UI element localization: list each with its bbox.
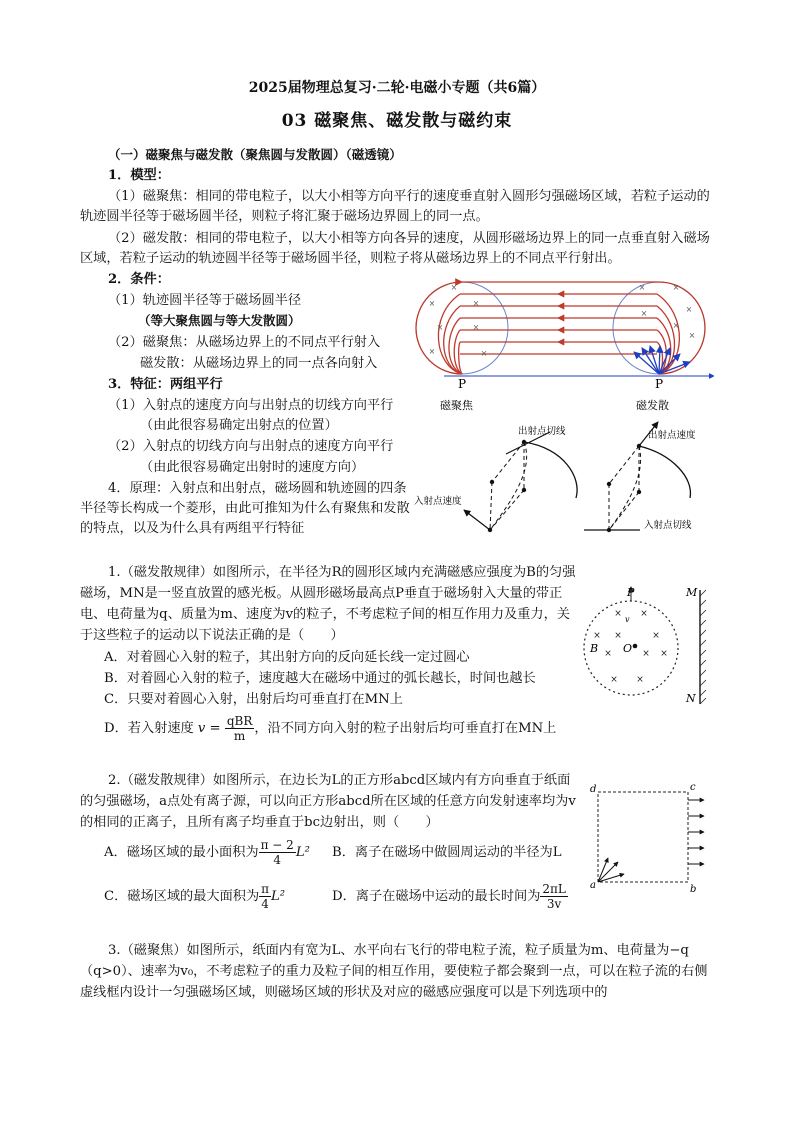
q1-option-d	[104, 712, 556, 746]
q2-stem: 2.（磁发散规律）如图所示，在边长为L的正方形abcd区域内有方向垂直于纸面的匀强磁场，a点处有离子源，可以向正方形abcd所在区域的任意方向发射速率均为v的相同的正离子，且所有离子均垂直于bc边射出，则（ ）	[80, 773, 576, 830]
q1-stem: 1.（磁发散规律）如图所示，在半径为R的圆形区域内充满磁感应强度为B的匀强磁场，MN是一竖直放置的感光板。从圆形磁场最高点P垂直于磁场射入大量的带正电、电荷量为q、质量为m、速度为v的粒子，不考虑粒子间的相互作用力及重力，关于这些粒子的运动以下说法正确的是（ ）	[80, 565, 576, 643]
svg-text:×: ×	[614, 609, 622, 619]
features-label: 3．特征：两组平行	[108, 377, 223, 392]
condition-2b: 磁发散：从磁场边界上的同一点各向射入	[140, 356, 378, 371]
condition-1-note: （等大聚焦圆与等大发散圆）	[138, 313, 301, 328]
q2-option-d-fraction: $\frac{2\pi L}{3v}$	[542, 882, 566, 911]
svg-text:×: ×	[636, 675, 644, 685]
q2-option-c-suffix: L²	[271, 889, 286, 904]
fig2-exit-velocity: 出射点速度	[648, 430, 696, 441]
model-paragraph-2: （2）磁发散：相同的带电粒子，以大小相等方向各异的速度，从圆形磁场边界上的同一点垂直射入磁场区域，若粒子运动的轨迹圆半径等于磁场圆半径，则粒子将从磁场边界上的不同点平行射出。	[80, 231, 710, 266]
svg-text:×: ×	[614, 631, 622, 641]
svg-text:×: ×	[685, 305, 693, 314]
q2-option-a-fraction: $\frac{\pi - 2}{4}$	[260, 838, 294, 867]
q1-label-p: P	[627, 586, 635, 599]
q1-option-c: C．只要对着圆心入射，出射后均可垂直打在MN上	[104, 692, 403, 707]
fig2-exit-tangent: 出射点切线	[518, 426, 566, 437]
feature-2: （2）入射点的切线方向与出射点的速度方向平行	[108, 439, 394, 454]
fig2-entry-tangent: 入射点切线	[644, 520, 692, 531]
q1-label-b: B	[590, 642, 599, 655]
q2-option-b: B．离子在磁场中做圆周运动的半径为L	[332, 845, 562, 860]
svg-text:×: ×	[472, 323, 480, 332]
svg-text:×: ×	[604, 649, 612, 659]
feature-1-note: （由此很容易确定出射点的位置）	[140, 418, 338, 433]
q1-label-n: N	[686, 692, 696, 705]
svg-text:×: ×	[428, 347, 436, 356]
section-heading: （一）磁聚焦与磁发散（聚焦圆与发散圆）（磁透镜）	[108, 147, 402, 162]
q2-option-d-prefix: D．离子在磁场中运动的最长时间为	[332, 889, 541, 904]
page-title: 03 磁聚焦、磁发散与磁约束	[281, 111, 513, 131]
model-label: 1．模型：	[108, 168, 170, 183]
fig1-caption-diverge: 磁发散	[636, 399, 669, 412]
conditions-label: 2．条件：	[108, 272, 170, 287]
svg-text:×: ×	[610, 675, 618, 685]
svg-text:×: ×	[660, 649, 668, 659]
q1-label-v: v	[625, 615, 630, 624]
q2-option-d	[332, 878, 568, 916]
q2-option-a	[104, 836, 310, 870]
q1-label-m: M	[686, 586, 698, 599]
svg-text:×: ×	[640, 609, 648, 619]
svg-text:×: ×	[672, 283, 680, 292]
svg-text:×: ×	[428, 299, 436, 308]
q1-figure	[580, 582, 710, 708]
svg-text:×: ×	[642, 649, 650, 659]
feature-1: （1）入射点的速度方向与出射点的切线方向平行	[108, 398, 394, 413]
rhombus-construction-figure	[414, 418, 714, 540]
svg-text:×: ×	[436, 323, 444, 332]
feature-2-note: （由此很容易确定出射时的速度方向）	[140, 460, 365, 475]
q1-label-o: O	[623, 642, 633, 655]
q1-option-d-suffix: ，沿不同方向入射的粒子出射后均可垂直打在MN上	[254, 721, 557, 736]
q2-label-c: c	[690, 782, 696, 793]
principle-paragraph: 4．原理：入射点和出射点，磁场圆和轨迹圆的四条半径等长构成一个菱形，由此可推知为什么有聚焦和发散的特点，以及为什么具有两组平行特征	[80, 481, 410, 536]
svg-text:×: ×	[672, 321, 680, 330]
q2-option-a-prefix: A．磁场区域的最小面积为	[104, 845, 259, 860]
q1-option-d-fraction: $\frac{\text{qBR}}{m}$	[226, 714, 253, 743]
q1-option-b: B．对着圆心入射的粒子，速度越大在磁场中通过的弧长越长，时间也越长	[104, 671, 536, 686]
svg-text:×: ×	[640, 309, 648, 318]
svg-text:×: ×	[593, 631, 601, 641]
q2-option-c	[104, 878, 285, 916]
svg-text:×: ×	[638, 283, 646, 292]
fig1-caption-focus: 磁聚焦	[440, 399, 473, 412]
q1-option-a: A．对着圆心入射的粒子，其出射方向的反向延长线一定过圆心	[104, 650, 470, 665]
fig2-entry-velocity: 入射点速度	[414, 496, 462, 507]
condition-1: （1）轨迹圆半径等于磁场圆半径	[108, 293, 302, 308]
svg-text:×: ×	[480, 349, 488, 358]
q1-option-d-lhs: v =	[197, 721, 221, 736]
q2-label-d: d	[590, 784, 597, 795]
model-paragraph-1: （1）磁聚焦：相同的带电粒子，以大小相等方向平行的速度垂直射入圆形匀强磁场区域，若粒子运动的轨迹圆半径等于磁场圆半径，则粒子将汇聚于磁场边界圆上的同一点。	[80, 189, 710, 224]
fig1-p-left: P	[458, 377, 467, 391]
q2-figure	[586, 780, 710, 894]
q2-option-c-prefix: C．磁场区域的最大面积为	[104, 889, 260, 904]
fig1-p-right: P	[655, 377, 664, 391]
doc-header: 2025届物理总复习·二轮·电磁小专题（共6篇）	[248, 80, 546, 96]
q2-option-a-suffix: L²	[295, 845, 310, 860]
q1-option-d-prefix: D．若入射速度	[104, 721, 194, 736]
svg-text:×: ×	[450, 283, 458, 292]
svg-text:×: ×	[652, 631, 660, 641]
svg-text:×: ×	[688, 331, 696, 340]
q2-label-b: b	[690, 884, 697, 894]
focus-diverge-figure	[414, 276, 714, 414]
svg-text:×: ×	[472, 299, 480, 308]
condition-2a: （2）磁聚焦：从磁场边界上的不同点平行射入	[108, 335, 381, 350]
q2-option-c-fraction: $\frac{\pi}{4}$	[261, 882, 270, 911]
q2-label-a: a	[590, 880, 596, 891]
q3-stem: 3.（磁聚焦）如图所示，纸面内有宽为L、水平向右飞行的带电粒子流，粒子质量为m、电荷量为−q（q>0）、速率为v₀，不考虑粒子的重力及粒子间的相互作用，要使粒子都会聚到一点，可以在粒子流的右侧虚线框内设计一匀强磁场区域，则磁场区域的形状及对应的磁感应强度可以是下列选项中的	[80, 943, 708, 1000]
